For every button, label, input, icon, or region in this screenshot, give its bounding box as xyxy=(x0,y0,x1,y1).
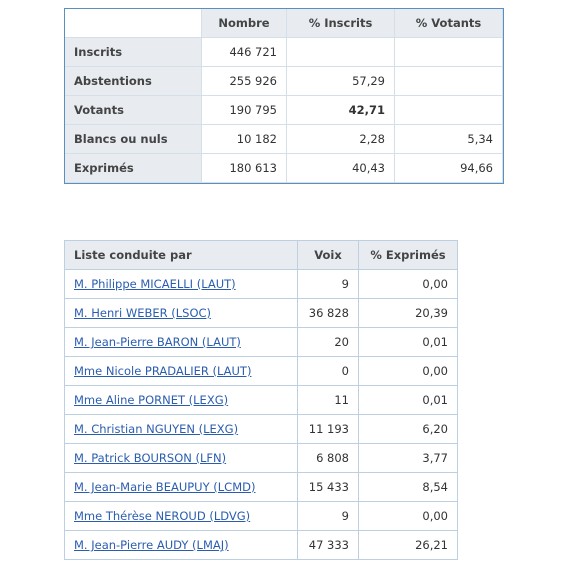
summary-header-row xyxy=(65,9,503,38)
lists-header-voix: Voix xyxy=(298,241,359,270)
list-leader-link[interactable]: M. Philippe MICAELLI (LAUT) xyxy=(74,277,236,291)
lists-cell-pct: 0,00 xyxy=(359,357,458,386)
list-leader-cell xyxy=(65,386,298,415)
lists-cell-voix: 20 xyxy=(298,328,359,357)
summary-cell-pct-inscrits: 42,71 xyxy=(287,96,395,125)
list-leader-link[interactable]: M. Jean-Pierre AUDY (LMAJ) xyxy=(74,538,229,552)
list-leader-link[interactable]: Mme Aline PORNET (LEXG) xyxy=(74,393,229,407)
list-leader-cell xyxy=(65,473,298,502)
lists-row xyxy=(65,502,458,531)
lists-cell-voix: 47 333 xyxy=(298,531,359,560)
lists-cell-voix: 36 828 xyxy=(298,299,359,328)
lists-row xyxy=(65,270,458,299)
summary-row xyxy=(65,38,503,67)
list-leader-cell xyxy=(65,328,298,357)
list-leader-link[interactable]: M. Henri WEBER (LSOC) xyxy=(74,306,212,320)
summary-cell-nombre: 10 182 xyxy=(202,125,287,154)
lists-row xyxy=(65,444,458,473)
list-leader-cell xyxy=(65,502,298,531)
summary-row-label: Inscrits xyxy=(65,38,202,67)
lists-cell-pct: 0,01 xyxy=(359,386,458,415)
summary-row-label: Blancs ou nuls xyxy=(65,125,202,154)
lists-cell-pct: 3,77 xyxy=(359,444,458,473)
summary-row xyxy=(65,96,503,125)
summary-cell-pct-inscrits xyxy=(287,38,395,67)
lists-header-pct-exprimes: % Exprimés xyxy=(359,241,458,270)
lists-header-row xyxy=(65,241,458,270)
list-leader-link[interactable]: Mme Nicole PRADALIER (LAUT) xyxy=(74,364,252,378)
lists-row xyxy=(65,299,458,328)
lists-cell-pct: 6,20 xyxy=(359,415,458,444)
summary-cell-pct-votants: 94,66 xyxy=(395,154,503,183)
summary-cell-pct-inscrits: 40,43 xyxy=(287,154,395,183)
lists-cell-pct: 0,00 xyxy=(359,502,458,531)
lists-cell-pct: 8,54 xyxy=(359,473,458,502)
summary-cell-nombre: 446 721 xyxy=(202,38,287,67)
summary-cell-nombre: 255 926 xyxy=(202,67,287,96)
list-leader-cell xyxy=(65,299,298,328)
lists-cell-voix: 9 xyxy=(298,270,359,299)
lists-cell-voix: 11 xyxy=(298,386,359,415)
summary-cell-nombre: 190 795 xyxy=(202,96,287,125)
list-leader-link[interactable]: M. Patrick BOURSON (LFN) xyxy=(74,451,227,465)
list-leader-cell xyxy=(65,357,298,386)
lists-row xyxy=(65,415,458,444)
summary-row-label: Abstentions xyxy=(65,67,202,96)
lists-cell-pct: 0,00 xyxy=(359,270,458,299)
summary-cell-pct-inscrits: 2,28 xyxy=(287,125,395,154)
summary-header-pct-votants: % Votants xyxy=(395,9,503,38)
summary-cell-pct-votants: 5,34 xyxy=(395,125,503,154)
summary-row xyxy=(65,125,503,154)
summary-header-pct-inscrits: % Inscrits xyxy=(287,9,395,38)
lists-cell-voix: 15 433 xyxy=(298,473,359,502)
list-leader-cell xyxy=(65,531,298,560)
lists-row xyxy=(65,328,458,357)
lists-table xyxy=(64,240,458,560)
summary-row xyxy=(65,154,503,183)
summary-header-nombre: Nombre xyxy=(202,9,287,38)
list-leader-cell xyxy=(65,415,298,444)
summary-row-label: Exprimés xyxy=(65,154,202,183)
summary-cell-pct-votants xyxy=(395,96,503,125)
summary-cell-nombre: 180 613 xyxy=(202,154,287,183)
lists-cell-pct: 0,01 xyxy=(359,328,458,357)
lists-row xyxy=(65,531,458,560)
list-leader-link[interactable]: M. Jean-Marie BEAUPUY (LCMD) xyxy=(74,480,256,494)
list-leader-cell xyxy=(65,270,298,299)
summary-cell-pct-votants xyxy=(395,67,503,96)
summary-cell-pct-inscrits: 57,29 xyxy=(287,67,395,96)
lists-row xyxy=(65,473,458,502)
lists-cell-voix: 11 193 xyxy=(298,415,359,444)
lists-cell-pct: 20,39 xyxy=(359,299,458,328)
lists-row xyxy=(65,357,458,386)
summary-row-label: Votants xyxy=(65,96,202,125)
list-leader-link[interactable]: M. Christian NGUYEN (LEXG) xyxy=(74,422,239,436)
list-leader-cell xyxy=(65,444,298,473)
summary-row xyxy=(65,67,503,96)
summary-cell-pct-votants xyxy=(395,38,503,67)
lists-cell-voix: 9 xyxy=(298,502,359,531)
list-leader-link[interactable]: M. Jean-Pierre BARON (LAUT) xyxy=(74,335,241,349)
lists-header-liste: Liste conduite par xyxy=(65,241,298,270)
lists-row xyxy=(65,386,458,415)
summary-table xyxy=(64,8,504,184)
lists-cell-voix: 6 808 xyxy=(298,444,359,473)
list-leader-link[interactable]: Mme Thérèse NEROUD (LDVG) xyxy=(74,509,251,523)
lists-cell-voix: 0 xyxy=(298,357,359,386)
summary-corner-cell xyxy=(65,9,202,38)
lists-cell-pct: 26,21 xyxy=(359,531,458,560)
